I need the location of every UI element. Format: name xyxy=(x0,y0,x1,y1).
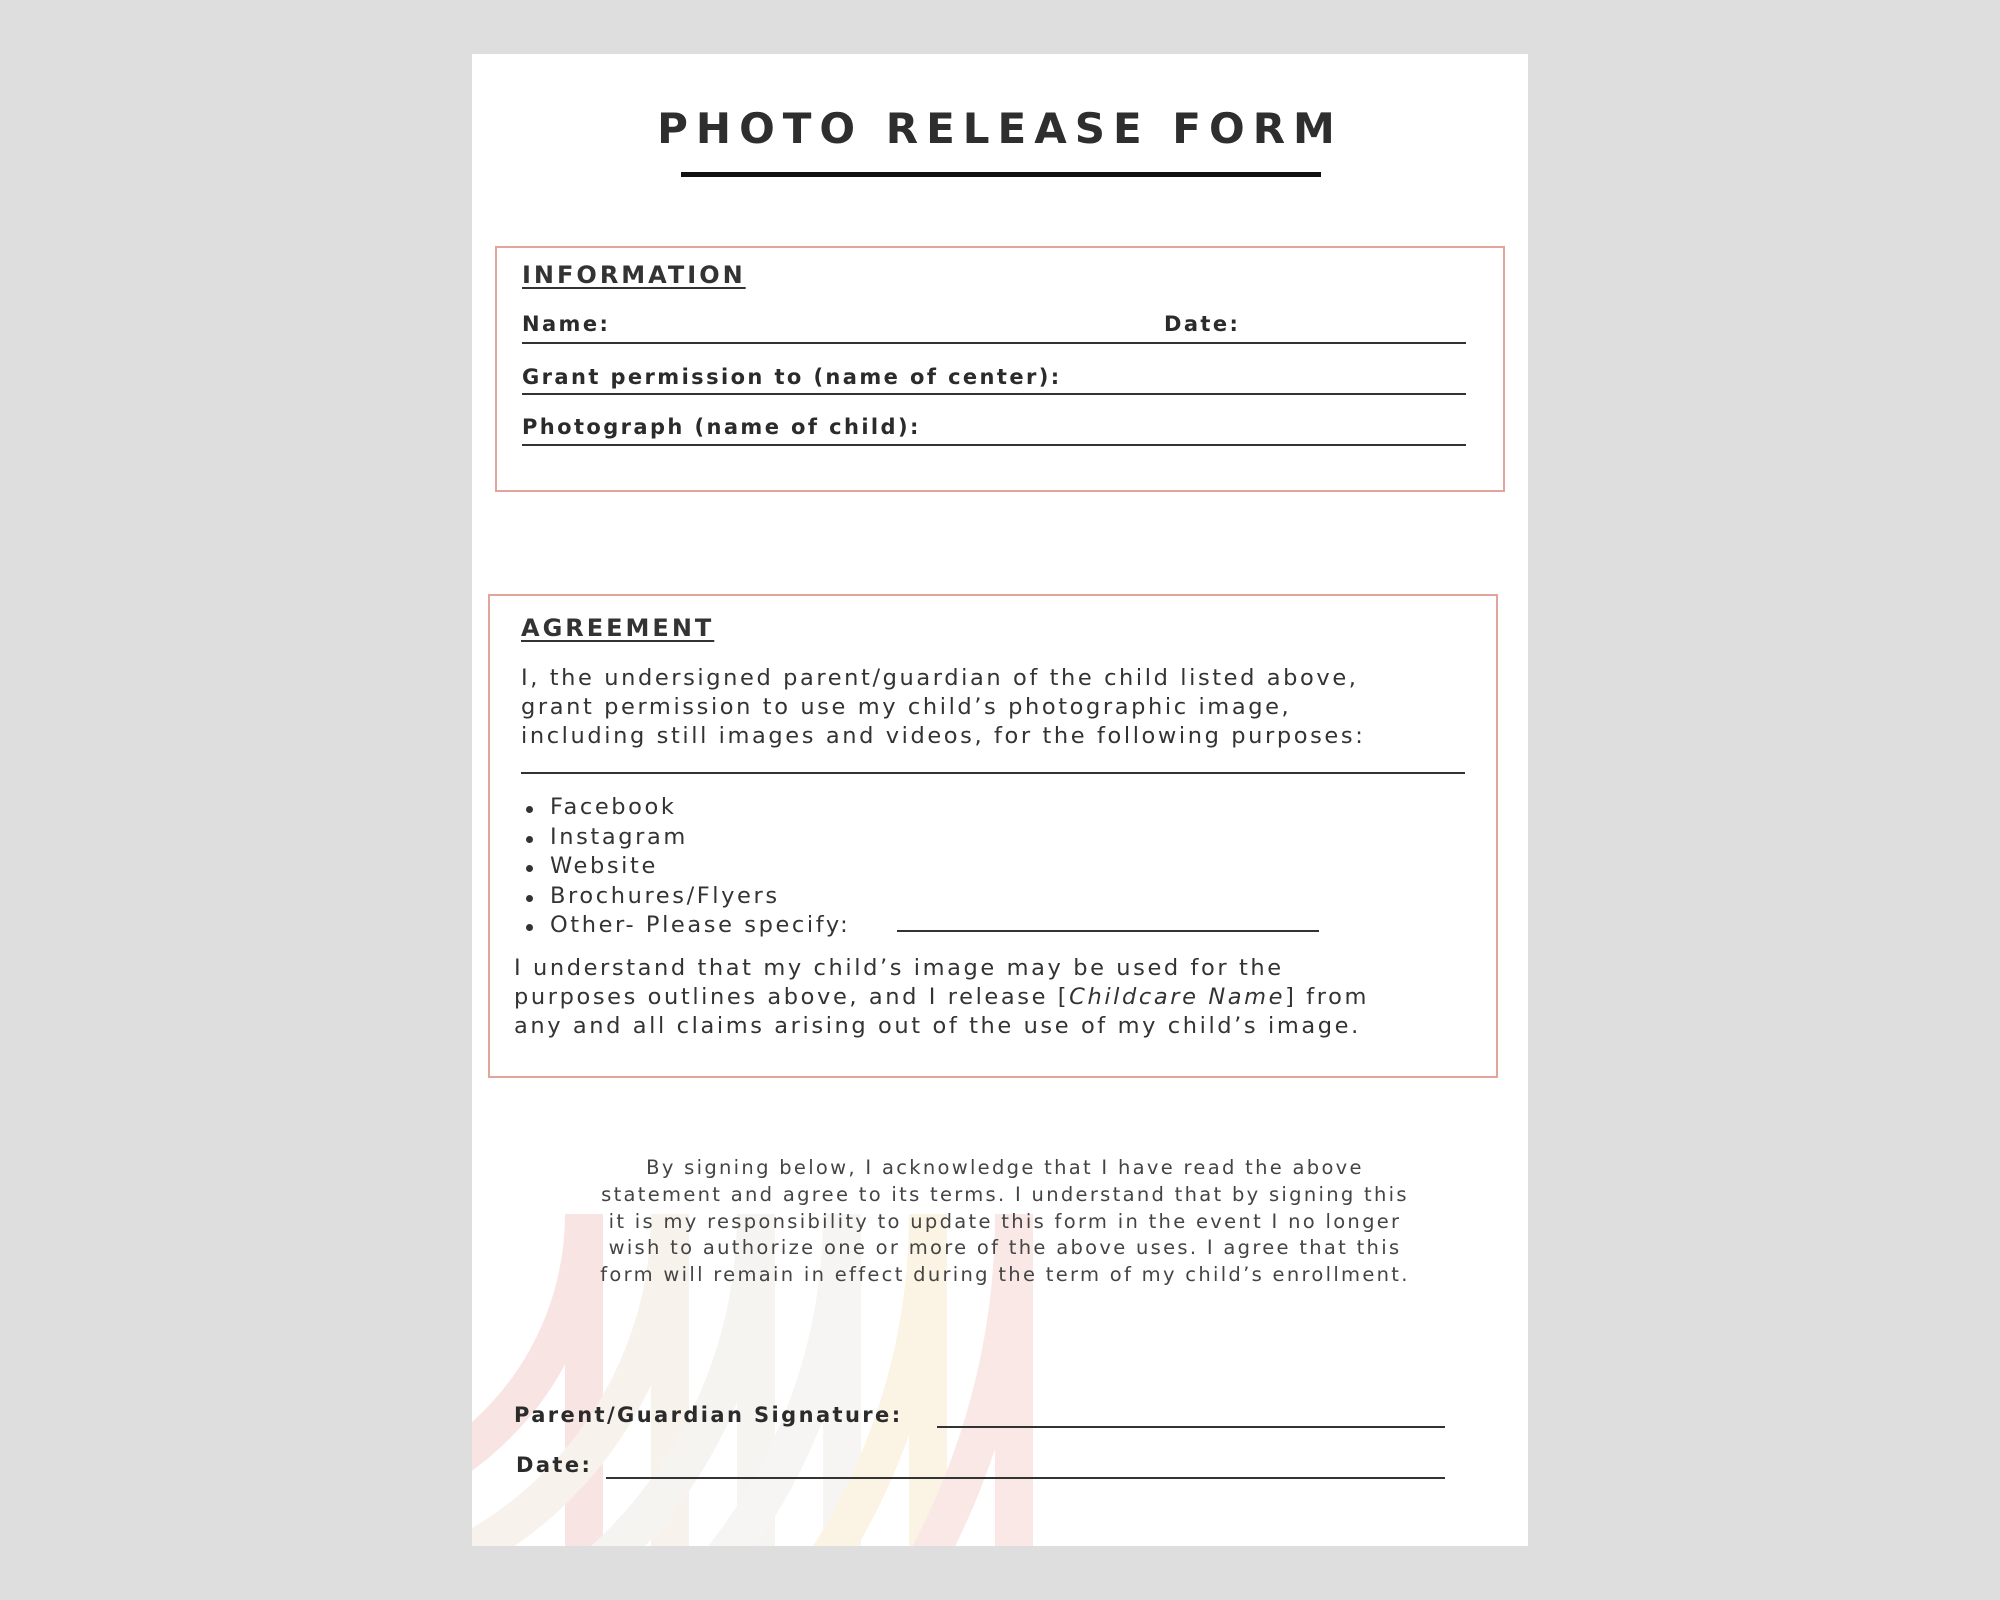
purpose-item: Instagram xyxy=(522,823,850,853)
grant-permission-label: Grant permission to (name of center): xyxy=(522,365,1062,389)
agreement-intro-line-3: including still images and videos, for the following purposes: xyxy=(521,723,1366,749)
purposes-list xyxy=(522,793,850,941)
purpose-item: Facebook xyxy=(522,793,850,823)
signature-label: Parent/Guardian Signature: xyxy=(514,1403,903,1427)
release-line-2: purposes outlines above, and I release [Childcare Name] from xyxy=(514,984,1370,1010)
photograph-label: Photograph (name of child): xyxy=(522,415,921,439)
purpose-item: Website xyxy=(522,852,850,882)
child-name-field-line[interactable] xyxy=(522,444,1466,446)
signature-field-line[interactable] xyxy=(937,1426,1445,1428)
information-heading: INFORMATION xyxy=(522,261,746,289)
purpose-item: Brochures/Flyers xyxy=(522,882,850,912)
release-line-1: I understand that my child’s image may be used for the xyxy=(514,955,1284,981)
purpose-item: Other- Please specify: xyxy=(522,911,850,941)
childcare-name-placeholder: Childcare Name xyxy=(1069,984,1286,1010)
agreement-heading: AGREEMENT xyxy=(521,614,715,642)
release-line-3: any and all claims arising out of the use of my child’s image. xyxy=(514,1013,1361,1039)
agreement-intro-line-1: I, the undersigned parent/guardian of the child listed above, xyxy=(521,665,1359,691)
signature-date-label: Date: xyxy=(516,1453,593,1477)
name-label: Name: xyxy=(522,312,611,336)
purposes-divider xyxy=(521,772,1465,774)
date-label: Date: xyxy=(1164,312,1241,336)
center-name-field-line[interactable] xyxy=(522,393,1466,395)
name-date-field-line[interactable] xyxy=(522,342,1466,344)
other-specify-field-line[interactable] xyxy=(897,930,1319,932)
page-title: PHOTO RELEASE FORM xyxy=(657,104,1343,153)
signature-date-field-line[interactable] xyxy=(606,1477,1445,1479)
form-page xyxy=(472,54,1528,1546)
agreement-intro-line-2: grant permission to use my child’s photographic image, xyxy=(521,694,1292,720)
title-underline xyxy=(681,172,1321,177)
acknowledgement-text: By signing below, I acknowledge that I have read the above statement and agree to its terms. I understand that by signing this it is my responsibility to update this form in the event I no longer wish to authorize one or more of the above uses. I agree that this form will remain in effect during the term of my child’s enrollment. xyxy=(600,1156,1410,1287)
